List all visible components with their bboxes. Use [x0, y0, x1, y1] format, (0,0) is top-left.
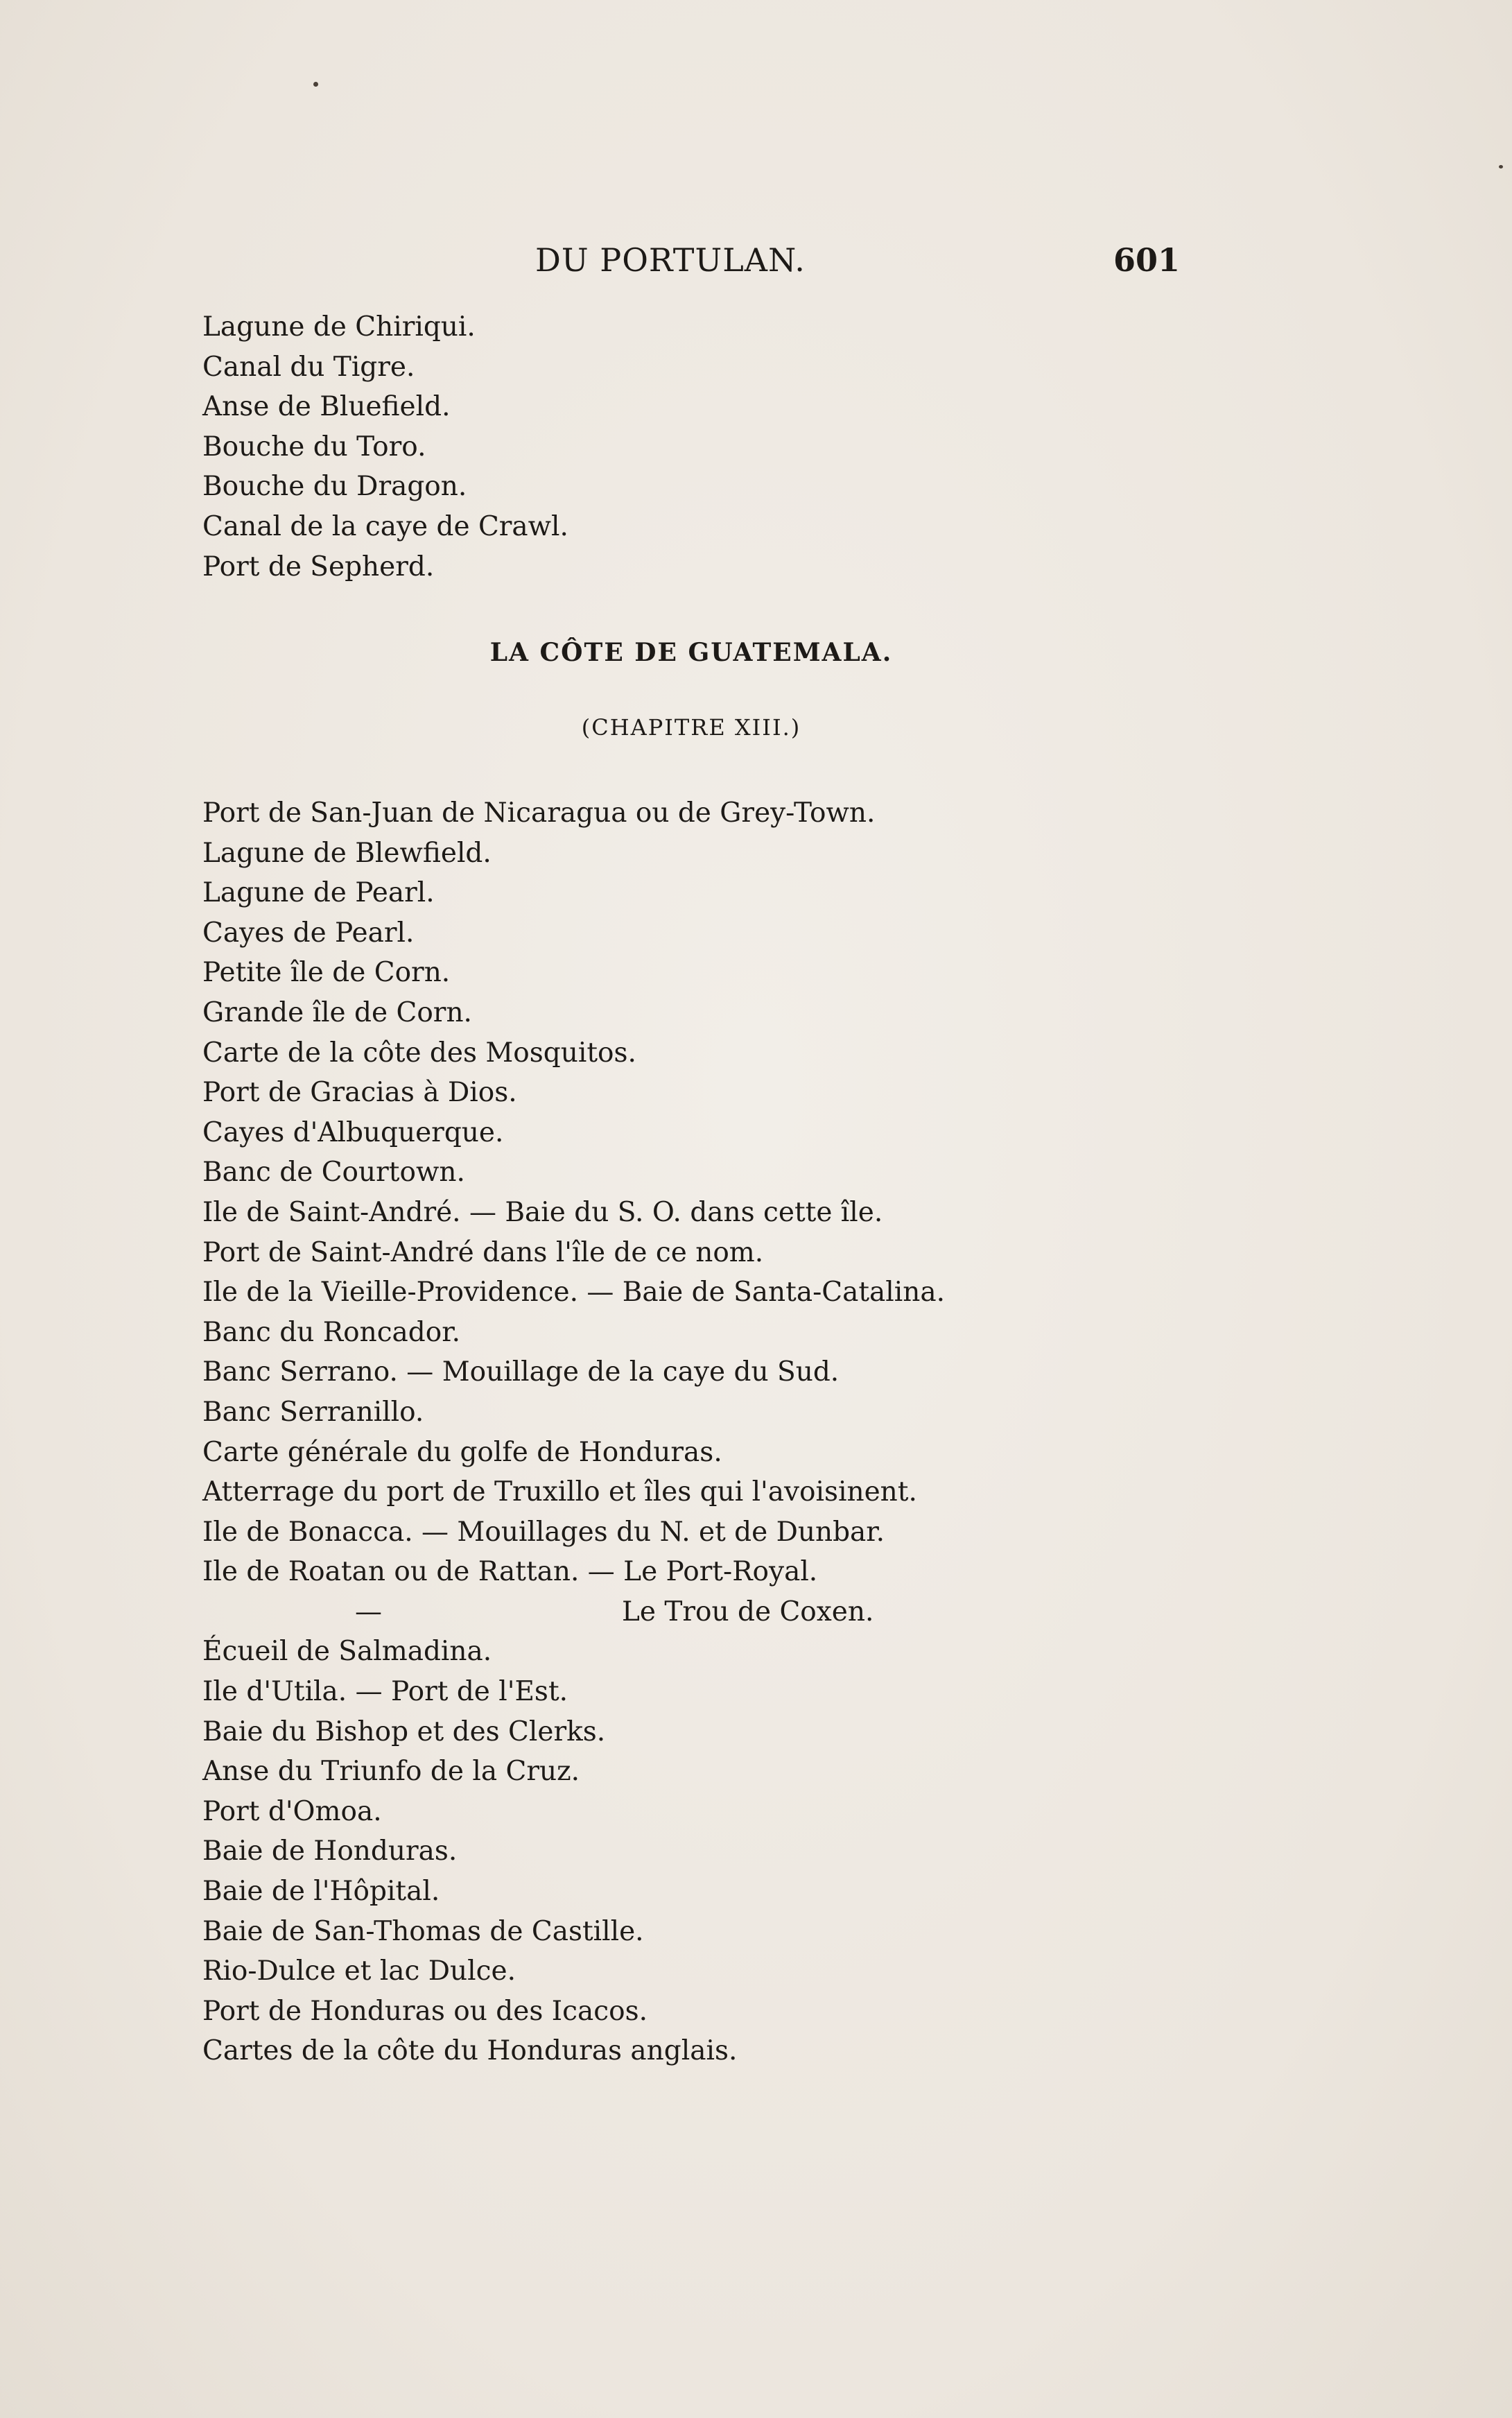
list-item: Baie de l'Hôpital.: [202, 1876, 440, 1908]
list-item: Anse de Bluefield.: [202, 391, 451, 423]
list-item: Ile de la Vieille-Providence. — Baie de Santa-Catalina.: [202, 1277, 945, 1309]
list-item: Cartes de la côte du Honduras anglais.: [202, 2035, 738, 2067]
list-item: Écueil de Salmadina.: [202, 1636, 492, 1668]
list-item: Banc Serranillo.: [202, 1396, 424, 1428]
list-item: Canal du Tigre.: [202, 351, 415, 383]
list-item: Anse du Triunfo de la Cruz.: [202, 1756, 580, 1788]
list-item: Port de Sepherd.: [202, 551, 435, 582]
list-item: Petite île de Corn.: [202, 957, 451, 989]
list-item-continuation: [202, 1592, 945, 1632]
section-heading: LA CÔTE DE GUATEMALA.: [489, 638, 893, 667]
running-title: DU PORTULAN.: [535, 241, 806, 279]
list-item: Rio-Dulce et lac Dulce.: [202, 1955, 516, 1987]
list-item: Banc du Roncador.: [202, 1316, 461, 1348]
list-item: Grande île de Corn.: [202, 996, 472, 1028]
list-item: Ile de Saint-André. — Baie du S. O. dans cette île.: [202, 1196, 883, 1228]
ditto-dash: —: [355, 1596, 382, 1627]
list-item: Ile de Roatan ou de Rattan. — Le Port-Royal.: [202, 1556, 818, 1588]
ink-speck: [1499, 165, 1503, 169]
list-item: Port de Saint-André dans l'île de ce nom.: [202, 1236, 764, 1268]
list-item: Port d'Omoa.: [202, 1795, 382, 1827]
page-number: 601: [1113, 241, 1180, 279]
list-item: Port de Honduras ou des Icacos.: [202, 1995, 648, 2027]
list-item: Lagune de Blewfield.: [202, 837, 492, 869]
list-item: Banc de Courtown.: [202, 1157, 465, 1189]
list-item: Canal de la caye de Crawl.: [202, 510, 568, 542]
list-item: Atterrage du port de Truxillo et îles qui l'avoisinent.: [202, 1476, 917, 1508]
list-item: Baie du Bishop et des Clerks.: [202, 1716, 606, 1747]
chart-list-guatemala: [202, 793, 945, 2071]
list-item: Carte générale du golfe de Honduras.: [202, 1436, 722, 1468]
list-item: Ile de Bonacca. — Mouillages du N. et de Dunbar.: [202, 1516, 885, 1548]
list-item: Banc Serrano. — Mouillage de la caye du Sud.: [202, 1356, 840, 1388]
list-item: Baie de San-Thomas de Castille.: [202, 1915, 644, 1947]
list-item: Cayes d'Albuquerque.: [202, 1116, 504, 1148]
chart-list-chiriqui: [202, 307, 568, 587]
list-item: Cayes de Pearl.: [202, 917, 415, 949]
list-item: Ile d'Utila. — Port de l'Est.: [202, 1676, 568, 1708]
section-chapter: (CHAPITRE XIII.): [581, 714, 801, 741]
list-item: Baie de Honduras.: [202, 1836, 458, 1867]
continuation-text: Le Trou de Coxen.: [622, 1596, 874, 1627]
page-header: [202, 241, 1180, 290]
ink-speck: [313, 82, 318, 87]
list-item: Bouche du Dragon.: [202, 471, 467, 503]
list-item: Carte de la côte des Mosquitos.: [202, 1037, 636, 1069]
list-item: Bouche du Toro.: [202, 431, 426, 463]
list-item: Port de San-Juan de Nicaragua ou de Grey-Town.: [202, 797, 876, 829]
list-item: Lagune de Pearl.: [202, 877, 435, 909]
list-item: Lagune de Chiriqui.: [202, 311, 476, 343]
list-item: Port de Gracias à Dios.: [202, 1077, 517, 1109]
